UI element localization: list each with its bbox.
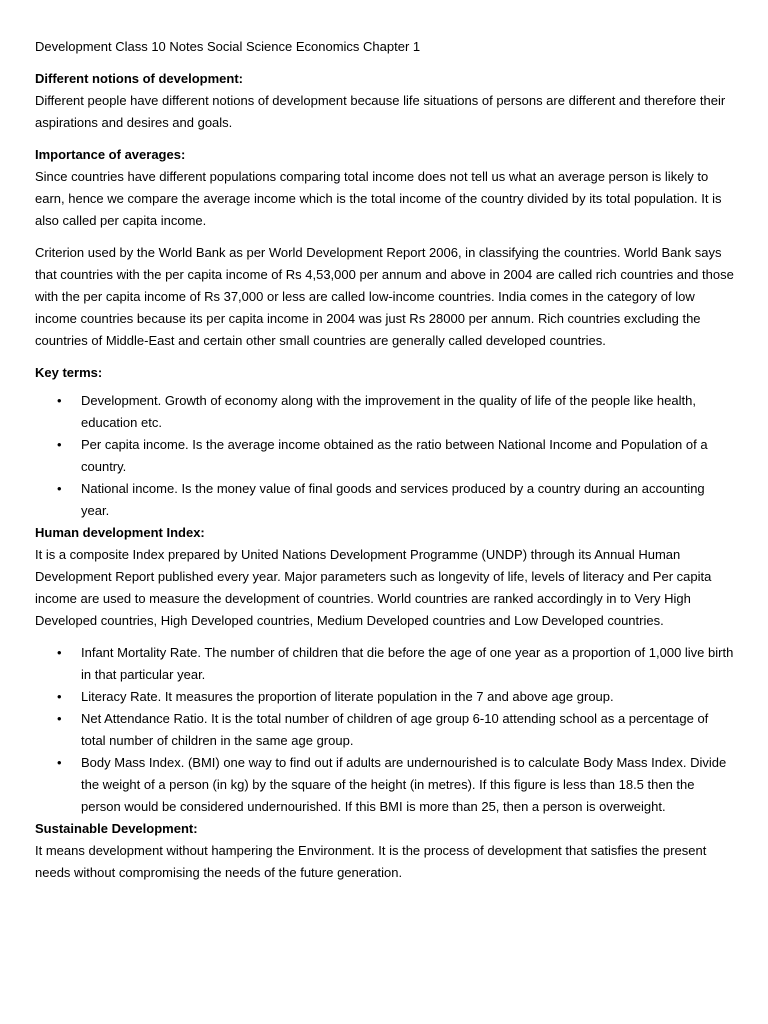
section-text: Criterion used by the World Bank as per World Development Report 2006, in classifying the countries. World Bank says that countries with the per capita income of Rs 4,53,000 per annum and above in 2004 are called rich countries and those with the per capita income of Rs 37,000 or less are called low-income countries. India comes in the category of low income countries because its per capita income in 2004 was just Rs 28000 per annum. Rich countries excluding the countries of Middle-East and certain other small countries are generally called developed countries. [35,245,734,348]
list-item [35,752,735,818]
key-terms-list [35,390,735,522]
list-item [35,434,735,478]
bullet-icon: • [57,711,62,726]
bullet-icon: • [57,481,62,496]
section-text: It is a composite Index prepared by United Nations Development Programme (UNDP) through its Annual Human Development Report published every year. Major parameters such as longevity of life, levels of literacy and Per capita income are used to measure the development of countries. World countries are ranked accordingly in to Very High Developed countries, High Developed countries, Medium Developed countries and Low Developed countries. [35,547,712,628]
section-averages [35,144,735,232]
hdi-indicators-list [35,642,735,818]
list-item-text: Infant Mortality Rate. The number of children that die before the age of one year as a proportion of 1,000 live birth in that particular year. [81,645,734,682]
list-item [35,642,735,686]
list-item-text: Net Attendance Ratio. It is the total number of children of age group 6-10 attending school as a percentage of total number of children in the same age group. [81,711,709,748]
list-item-text: Per capita income. Is the average income obtained as the ratio between National Income and Population of a country. [81,437,708,474]
section-notions [35,68,735,134]
section-heading: Key terms: [35,365,103,380]
document-page [35,36,735,884]
list-item [35,708,735,752]
list-item-text: Literacy Rate. It measures the proportion of literate population in the 7 and above age group. [81,689,614,704]
bullet-icon: • [57,437,62,452]
list-item-text: Development. Growth of economy along with the improvement in the quality of life of the people like health, education etc. [81,393,696,430]
section-heading: Sustainable Development: [35,821,198,836]
list-item [35,390,735,434]
document-title: Development Class 10 Notes Social Science Economics Chapter 1 [35,39,421,54]
section-text: It means development without hampering the Environment. It is the process of development that satisfies the present needs without compromising the needs of the future generation. [35,843,707,880]
section-hdi [35,522,735,818]
section-text: Different people have different notions of development because life situations of persons are different and therefore their aspirations and desires and goals. [35,93,726,130]
section-text: Since countries have different populations comparing total income does not tell us what an average person is likely to earn, hence we compare the average income which is the total income of the country divided by its total population. It is also called per capita income. [35,169,722,228]
list-item-text: National income. Is the money value of final goods and services produced by a country during an accounting year. [81,481,705,518]
bullet-icon: • [57,755,62,770]
list-item-text: Body Mass Index. (BMI) one way to find out if adults are undernourished is to calculate Body Mass Index. Divide the weight of a person (in kg) by the square of the height (in metres). If this figure is less than 18.5 then the person would be considered undernourished. If this BMI is more than 25, then a person is overweight. [81,755,727,814]
bullet-icon: • [57,645,62,660]
section-heading: Human development Index: [35,525,205,540]
bullet-icon: • [57,689,62,704]
section-heading: Importance of averages: [35,147,186,162]
bullet-icon: • [57,393,62,408]
list-item [35,478,735,522]
list-item [35,686,735,708]
section-sustainable [35,818,735,884]
section-criterion [35,242,735,352]
section-heading: Different notions of development: [35,71,243,86]
section-key-terms [35,362,735,522]
